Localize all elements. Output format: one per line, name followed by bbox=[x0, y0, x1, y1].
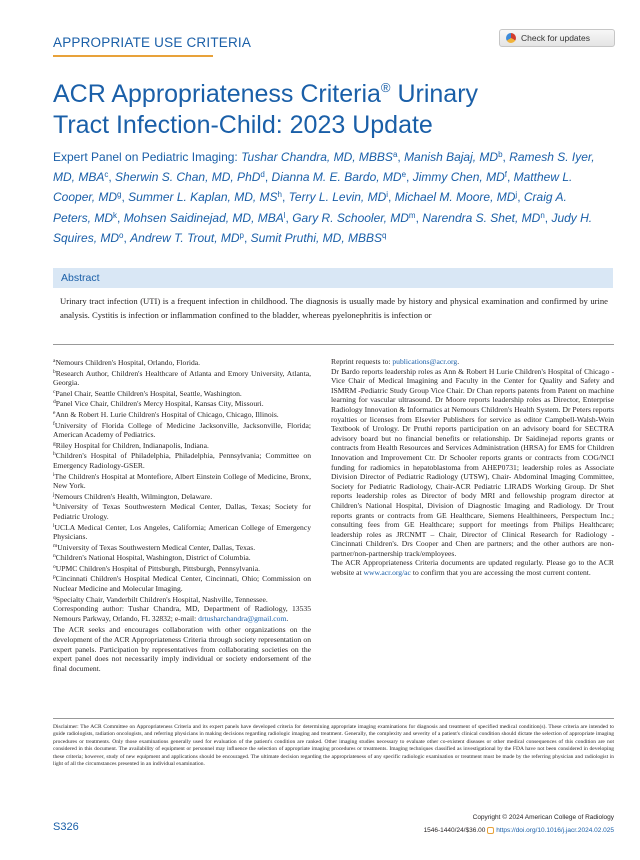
affiliation-item bbox=[53, 491, 311, 502]
author-list: Expert Panel on Pediatric Imaging: Tushar Chandra, MD, MBBS$^a$, Manish Bajaj, $MD^b$, Ramesh S. Iyer, MD, MBA$^c$, Sherwin S. Chan, MD, PhD$^d$, Dianna M. E. Bardo, MDe, Jimmy Chen, $MD^f$, Matthew L. Cooper, $MD^g$, Summer L. Kaplan, MD, $MS^h$, Terry L. Levin, $MD^i$, Michael M. Moore, $MD^j$, Craig A. Peters, $MD^k$, Mohsen Saidinejad, MD, MBA$^l$, Gary R. Schooler, $MD^m$, Narendra S. Shet, $MD^n$, Judy H. Squires, $MD^o$, Andrew T. Trout, $MD^p$, Sumit Pruthi, MD, MBBS$^q$ bbox=[53, 150, 595, 245]
check-for-updates-label: Check for updates bbox=[521, 33, 590, 43]
affiliation-item bbox=[53, 552, 311, 563]
affiliation-text: Cincinnati Children's Hospital Medical Center, Cincinnati, Ohio; Commission on Nuclear Medicine and Molecular Imaging. bbox=[53, 574, 311, 594]
affiliation-text: University of Texas Southwestern Medical Center, Dallas, Texas; Society for Pediatric Urology. bbox=[53, 502, 311, 521]
author-name: Sherwin S. Chan, MD, PhD bbox=[115, 170, 261, 185]
title-line1: ACR Appropriateness Criteria bbox=[53, 80, 381, 108]
author-affiliation-mark: c bbox=[104, 170, 109, 180]
author-affiliation-mark: m bbox=[408, 210, 416, 220]
affiliation-text: Children's Hospital of Philadelphia, Philadelphia, Pennsylvania; Committee on Emergency Radiology-GSER. bbox=[53, 451, 311, 470]
reprint-requests: Reprint requests to: publications@acr.org. bbox=[331, 357, 460, 366]
author-name: Ramesh S. Iyer, MD, MBA bbox=[53, 150, 595, 185]
affiliation-item bbox=[53, 368, 311, 388]
author-affiliation-mark: o bbox=[119, 230, 124, 240]
author-name: Tushar Chandra, MD, MBBS bbox=[241, 150, 393, 164]
disclosures: Dr Bardo reports leadership roles as Ann & Robert H Lurie Children's Hospital of Chicago - Vice Chair of Medical Imagining and Faculty in the Center for Quality and Safety and ISMRM -Pediatric Study Group Vice Chair. Dr Chan reports patents from Patent on machine learning for vascular ultrasound. Dr Moore reports leadership roles as Director, Enterprise Radiology Innovation & Informatics at Nemours Children's Health System. Dr Peters reports royalties or licenses from Elsevier Publishers for service as editor Campbell-Walsh-Wein Textbook of Urology. Dr Pruthi reports participation on an advisory board for SECTRA advisory board but no financial benefits or relationship. Dr Saidinejad reports grants or contracts from Health Resources and Services Administration (HRSA) for EMS for Children Innovation and Improvement Ctr. Dr Schooler reports grants or contracts from COG/NCI funding for radiomics in hepatoblastoma from AHEP0731; leadership roles as Associate Division Director of Pediatric Radiology (UTSW), Chair- Abdominal Imaging Committee, Society for Pediatric Radiology, Chair-ACR Pediatric LIRADS Working Group. Dr Shet reports leadership roles as Director of body MRI and fellowship program director at Children's National Hospital, Division of Diagnostic Imaging and Radiology. Dr Trout reports grants or contracts from GE Healthcare, Siemens Healthineers, Perspectum Inc.; consulting fees from GE Healthcare; support for meetings from Philips Healthcare; leadership roles as JRCNMT – Chair, Director of Clinical Research for Radiology - Cincinnati Children's. Drs Cooper and Chen are partners; and the other authors are non-partner/non-partnership track/employees. bbox=[331, 366, 614, 558]
affiliation-item bbox=[53, 388, 311, 399]
affiliation-item bbox=[53, 594, 311, 605]
affiliation-text: Children's National Hospital, Washington, District of Columbia. bbox=[55, 553, 251, 563]
affiliation-item bbox=[53, 542, 311, 553]
affiliation-text: Nemours Children's Hospital, Orlando, Florida. bbox=[55, 358, 201, 367]
author-name: Manish Bajaj, MD bbox=[404, 150, 499, 164]
affiliation-item bbox=[53, 501, 311, 521]
title-line2: Tract Infection-Child: 2023 Update bbox=[53, 111, 433, 139]
author-name: Dianna M. E. Bardo, MD bbox=[271, 170, 402, 185]
affiliation-mark: o bbox=[53, 563, 56, 570]
affiliation-mark: b bbox=[53, 368, 56, 375]
affiliation-text: The Children's Hospital at Montefiore, Albert Einstein College of Medicine, Bronx, New York. bbox=[53, 471, 311, 491]
acr-statement: The ACR seeks and encourages collaboration with other organizations on the development of the ACR Appropriateness Criteria through society representation on expert panels. Participation by representatives from collaborating societies on the expert panel does not necessarily imply individual or society endorsement of the final document. bbox=[53, 625, 311, 673]
issn: 1546-1440/24/$36.00 bbox=[423, 827, 486, 834]
author-name: Michael M. Moore, MD bbox=[394, 190, 516, 205]
page-number: S326 bbox=[53, 821, 79, 833]
affiliation-mark: j bbox=[53, 491, 55, 498]
author-name: Summer L. Kaplan, MD, MS bbox=[128, 190, 278, 205]
crossmark-icon bbox=[506, 33, 516, 43]
doi-link[interactable]: https://doi.org/10.1016/j.jacr.2024.02.025 bbox=[496, 827, 614, 834]
section-label: APPROPRIATE USE CRITERIA bbox=[53, 35, 252, 50]
author-name: Mohsen Saidinejad, MD, MBA bbox=[123, 210, 284, 225]
author-name: Craig A. Peters, MD bbox=[53, 190, 567, 225]
update-note: The ACR Appropriateness Criteria documents are updated regularly. Please go to the ACR website at www.acr.org/ac to confirm that you are accessing the most current content. bbox=[331, 558, 614, 578]
author-affiliation-mark: n bbox=[540, 210, 545, 220]
open-access-lock-icon bbox=[487, 827, 494, 834]
author-name: Judy H. Squires, MD bbox=[53, 210, 593, 245]
copyright: Copyright © 2024 American College of Radiology bbox=[472, 814, 614, 821]
affiliation-mark: i bbox=[53, 471, 55, 478]
affiliation-mark: f bbox=[53, 420, 55, 427]
left-column bbox=[53, 357, 311, 673]
affiliation-item bbox=[53, 440, 311, 451]
abstract-text: Urinary tract infection (UTI) is a frequent infection in childhood. The diagnosis is usually made by history and physical examination and confirmed by urine analysis. Cystitis is infection or inflammation confined to the bladder, whereas pyelonephritis is infection or bbox=[60, 296, 608, 320]
author-name: Jimmy Chen, MD bbox=[412, 170, 505, 185]
author-affiliation-mark: j bbox=[515, 190, 518, 200]
affiliation-item bbox=[53, 471, 311, 491]
author-affiliation-mark: h bbox=[277, 190, 282, 200]
affiliation-text: Panel Chair, Seattle Children's Hospital, Seattle, Washington. bbox=[55, 388, 242, 398]
author-name: Matthew L. Cooper, MD bbox=[53, 170, 573, 205]
title-line1b: Urinary bbox=[390, 80, 479, 108]
affiliation-item bbox=[53, 522, 311, 542]
author-name: Terry L. Levin, MD bbox=[288, 190, 387, 205]
affiliation-item bbox=[53, 420, 311, 440]
reprint-email-link[interactable]: publications@acr.org bbox=[392, 357, 458, 366]
corresponding-author: Corresponding author: Tushar Chandra, MD, Department of Radiology, 13535 Nemours Parkway, Orlando, FL 32832; e-mail: drtusharchandra@gmail.com. bbox=[53, 604, 311, 623]
affiliation-item bbox=[53, 563, 311, 574]
registered-mark: ® bbox=[380, 80, 391, 95]
author-name: Narendra S. Shet, MD bbox=[422, 210, 541, 225]
affiliation-item bbox=[53, 450, 311, 470]
copyright-block bbox=[424, 811, 614, 837]
affiliation-mark: n bbox=[53, 553, 56, 560]
abstract-heading-bar bbox=[53, 268, 613, 288]
affiliation-text: University of Florida College of Medicine Jacksonville, Jacksonville, Florida; American Academy of Pediatrics. bbox=[53, 420, 311, 440]
issn-doi-line bbox=[424, 824, 614, 837]
author-affiliation-mark: p bbox=[239, 230, 244, 240]
affiliation-mark: m bbox=[53, 542, 58, 549]
affiliation-mark: l bbox=[53, 522, 55, 529]
affiliation-text: UCLA Medical Center, Los Angeles, California; American College of Emergency Physicians. bbox=[53, 522, 311, 542]
acr-website-link[interactable]: www.acr.org/ac bbox=[363, 568, 411, 578]
affiliation-mark: g bbox=[53, 440, 56, 447]
author-affiliation-mark: k bbox=[113, 210, 118, 220]
affiliation-text: Nemours Children's Health, Wilmington, Delaware. bbox=[54, 491, 213, 501]
affiliation-item bbox=[53, 357, 311, 368]
panel-lead: Expert Panel on Pediatric Imaging: bbox=[53, 150, 242, 164]
section-rule bbox=[53, 344, 614, 345]
disclaimer: Disclaimer: The ACR Committee on Appropriateness Criteria and its expert panels have developed criteria for determining appropriate imaging examinations for diagnosis and treatment of specified medical condition(s). These criteria are intended to guide radiologists, radiation oncologists, and referring physicians in making decisions regarding radiologic imaging and treatment. Generally, the complexity and severity of a patient's clinical condition should dictate the selection of appropriate imaging procedures or treatments. Only those examinations generally used for evaluation of the patient's condition are ranked. Other imaging studies necessary to evaluate other co-existent diseases or other medical consequences of this condition are not considered in this document. The availability of equipment or personnel may influence the selection of appropriate imaging procedures or treatments. Imaging techniques classified as investigational by the FDA have not been considered in developing these criteria; however, study of new equipment and applications should be encouraged. The ultimate decision regarding the appropriateness of any specific radiologic examination or treatment must be made by the referring physician and radiologist in light of all the circumstances presented in an individual examination. bbox=[53, 724, 614, 768]
section-divider bbox=[53, 55, 213, 57]
affiliation-list bbox=[53, 357, 311, 604]
right-column bbox=[331, 357, 614, 578]
affiliation-mark: e bbox=[53, 409, 56, 416]
author-affiliation-mark: d bbox=[260, 170, 265, 180]
author-affiliation-mark: g bbox=[117, 190, 122, 200]
affiliation-mark: k bbox=[53, 502, 56, 509]
disclaimer-rule bbox=[53, 718, 614, 719]
affiliation-mark: a bbox=[53, 358, 56, 364]
author-affiliation-mark: q bbox=[382, 230, 387, 240]
author-affiliation-mark: i bbox=[386, 190, 389, 200]
affiliation-text: Research Author, Children's Healthcare of Atlanta and Emory University, Atlanta, Georgia. bbox=[53, 368, 311, 388]
author-name: Gary R. Schooler, MD bbox=[292, 210, 409, 225]
affiliation-text: University of Texas Southwestern Medical Center, Dallas, Texas. bbox=[57, 542, 256, 552]
affiliation-text: Ann & Robert H. Lurie Children's Hospital of Chicago, Chicago, Illinois. bbox=[55, 409, 279, 419]
affiliation-mark: h bbox=[53, 451, 56, 458]
article-title bbox=[53, 72, 573, 141]
affiliation-text: Riley Hospital for Children, Indianapolis, Indiana. bbox=[55, 440, 209, 450]
corresponding-email-link[interactable]: drtusharchandra@gmail.com bbox=[198, 613, 287, 623]
affiliation-item bbox=[53, 409, 311, 420]
author-affiliation-mark: e bbox=[401, 170, 407, 180]
affiliation-text: Specialty Chair, Vanderbilt Children's Hospital, Nashville, Tennessee. bbox=[55, 594, 268, 604]
affiliation-item bbox=[53, 573, 311, 593]
author-affiliation-mark: b bbox=[498, 150, 503, 159]
affiliation-text: UPMC Children's Hospital of Pittsburgh, Pittsburgh, Pennsylvania. bbox=[55, 563, 260, 573]
author-affiliation-mark: l bbox=[283, 210, 286, 220]
affiliation-mark: c bbox=[53, 388, 56, 395]
check-for-updates-button[interactable] bbox=[499, 29, 615, 47]
affiliation-mark: p bbox=[53, 574, 56, 581]
affiliation-mark: d bbox=[53, 399, 56, 406]
author-name: Andrew T. Trout, MD bbox=[130, 230, 240, 245]
abstract-heading: Abstract bbox=[61, 272, 100, 284]
author-name: Sumit Pruthi, MD, MBBS bbox=[250, 230, 383, 245]
affiliation-text: Panel Vice Chair, Children's Mercy Hospital, Kansas City, Missouri. bbox=[55, 399, 264, 409]
author-affiliation-mark: a bbox=[392, 150, 398, 159]
affiliation-mark: q bbox=[53, 594, 56, 601]
affiliation-item bbox=[53, 398, 311, 409]
author-affiliation-mark: f bbox=[504, 170, 507, 180]
